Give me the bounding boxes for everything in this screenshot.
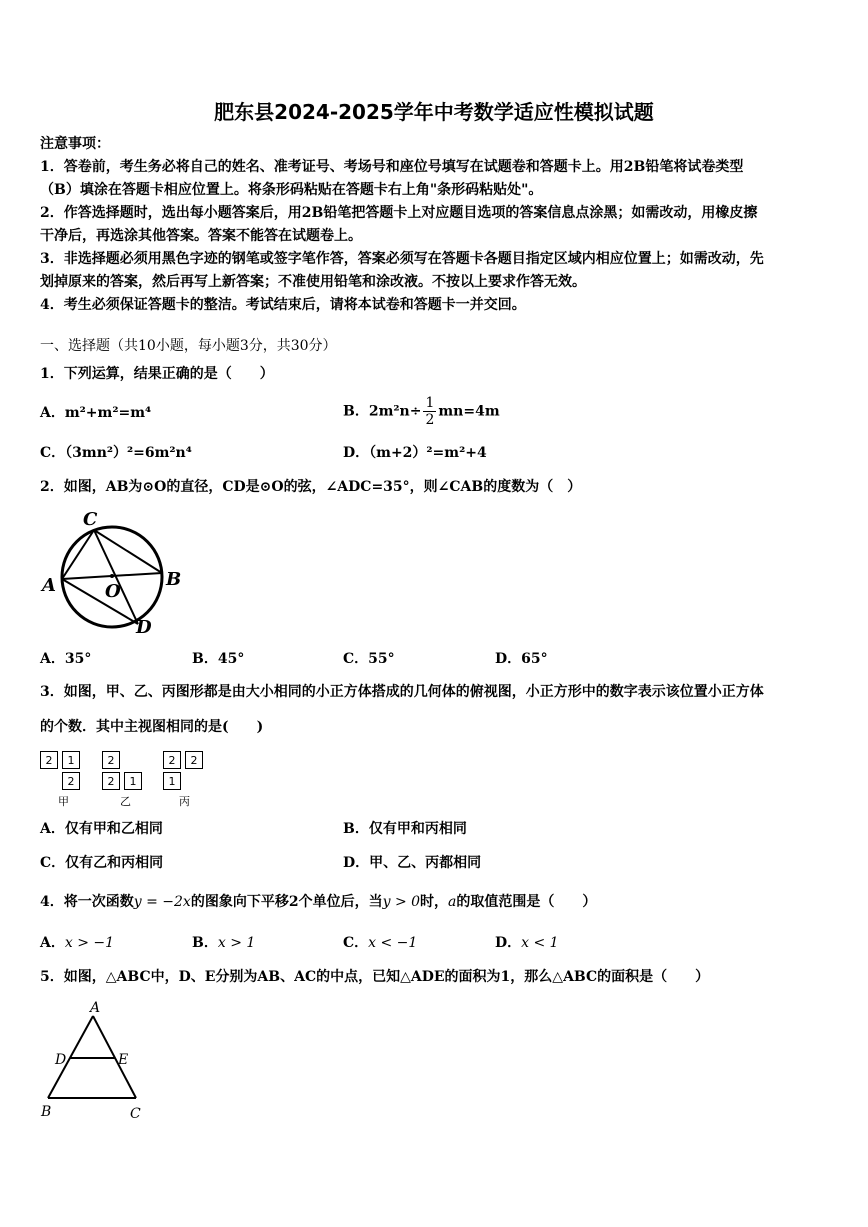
notes-block <box>40 133 830 317</box>
q1-option-a: A．m²+m²=m⁴ <box>40 405 152 421</box>
point-label-a: A <box>90 1000 101 1016</box>
point-label-c: C <box>130 1106 141 1122</box>
q2-option-b: B．45° <box>192 651 245 667</box>
triangle-diagram <box>38 998 148 1123</box>
q2-stem: 2．如图，AB为⊙O的直径，CD是⊙O的弦，∠ADC=35°，则∠CAB的度数为（ ） <box>40 479 582 495</box>
q4-condition: y > 0 <box>382 894 421 910</box>
point-label-b: B <box>166 569 182 590</box>
grid-cell: 2 <box>40 751 58 769</box>
q2-option-c: C．55° <box>343 651 395 667</box>
q1-option-b <box>343 395 500 428</box>
top-view-bing <box>163 751 209 811</box>
point-label-d: D <box>136 617 152 638</box>
q3-option-a: A．仅有甲和乙相同 <box>40 821 163 837</box>
q3-option-c: C．仅有乙和丙相同 <box>40 855 164 871</box>
notes-line: 干净后，再选涂其他答案。答案不能答在试题卷上。 <box>40 228 362 244</box>
notes-line: 划掉原来的答案，然后再写上新答案；不准使用铅笔和涂改液。不按以上要求作答无效。 <box>40 274 586 290</box>
grid-label: 乙 <box>120 795 131 808</box>
point-label-o: O <box>105 581 121 602</box>
fraction-numerator: 1 <box>425 395 435 411</box>
q4-option-b <box>192 934 255 952</box>
fraction-denominator: 2 <box>425 412 435 428</box>
grid-cell: 1 <box>124 772 142 790</box>
q2-option-d: D．65° <box>495 651 548 667</box>
q4-function: y = −2x <box>133 894 191 910</box>
q2-option-a: A．35° <box>40 651 92 667</box>
q1-option-d: D．（m+2）²=m²+4 <box>343 445 487 461</box>
q5-stem: 5．如图，△ABC中，D、E分别为AB、AC的中点，已知△ADE的面积为1，那么△ABC的面积是（ ） <box>40 969 710 985</box>
notes-heading: 注意事项： <box>40 136 110 152</box>
q1-option-b-post: mn=4m <box>438 403 500 420</box>
q1-option-c: C．（3mn²）²=6m²n⁴ <box>40 445 192 461</box>
q3-stem-line2: 的个数．其中主视图相同的是( ) <box>40 719 264 735</box>
grid-cell: 2 <box>102 772 120 790</box>
option-value: x < −1 <box>368 935 418 951</box>
option-label: A． <box>40 935 65 951</box>
option-label: B． <box>192 935 218 951</box>
q4-option-c <box>343 934 417 952</box>
notes-line: 3．非选择题必须用黑色字迹的钢笔或签字笔作答，答案必须写在答题卡各题目指定区域内相应位置上；如需改动，先 <box>40 251 764 267</box>
grid-cell: 2 <box>102 751 120 769</box>
grid-cell: 2 <box>62 772 80 790</box>
q4-stem-mid: 的图象向下平移2个单位后，当 <box>190 894 383 910</box>
option-value: x > −1 <box>64 935 115 951</box>
notes-line: （B）填涂在答题卡相应位置上。将条形码粘贴在答题卡右上角"条形码粘贴处"。 <box>40 182 543 198</box>
q4-stem-post: 的取值范围是（ ） <box>456 894 597 910</box>
option-label: C． <box>343 935 369 951</box>
grid-label: 甲 <box>58 795 69 808</box>
grid-cell: 2 <box>185 751 203 769</box>
top-view-yi <box>102 751 148 811</box>
option-label: D． <box>495 935 522 951</box>
q4-variable: a <box>448 894 457 910</box>
q1-fraction <box>423 395 436 428</box>
point-label-b: B <box>41 1104 52 1120</box>
grid-cell: 1 <box>62 751 80 769</box>
q4-stem-mid2: 时， <box>420 894 449 910</box>
point-label-c: C <box>83 509 98 530</box>
grid-cell: 2 <box>163 751 181 769</box>
notes-line: 4．考生必须保证答题卡的整洁。考试结束后，请将本试卷和答题卡一并交回。 <box>40 297 526 313</box>
q4-stem-pre: 4．将一次函数 <box>40 894 134 910</box>
notes-line: 2．作答选择题时，选出每小题答案后，用2B铅笔把答题卡上对应题目选项的答案信息点涂黑；如需改动，用橡皮擦 <box>40 205 758 221</box>
q1-option-b-pre: B．2m²n÷ <box>343 403 422 420</box>
notes-line: 1．答卷前，考生务必将自己的姓名、准考证号、考场号和座位号填写在试题卷和答题卡上。用2B铅笔将试卷类型 <box>40 159 744 175</box>
option-value: x < 1 <box>521 935 559 951</box>
grid-cell: 1 <box>163 772 181 790</box>
point-label-e: E <box>118 1052 129 1068</box>
q4-stem <box>40 893 596 911</box>
q3-option-b: B．仅有甲和丙相同 <box>343 821 467 837</box>
point-label-a: A <box>42 575 56 596</box>
page-title: 肥东县2024-2025学年中考数学适应性模拟试题 <box>214 100 654 124</box>
q3-option-d: D．甲、乙、丙都相同 <box>343 855 482 871</box>
q4-option-d <box>495 934 559 952</box>
q3-stem-line1: 3．如图，甲、乙、丙图形都是由大小相同的小正方体搭成的几何体的俯视图，小正方形中的数字表示该位置小正方体 <box>40 684 764 700</box>
top-view-jia <box>40 751 86 811</box>
option-value: x > 1 <box>217 935 256 951</box>
q1-stem: 1．下列运算，结果正确的是（ ） <box>40 366 274 382</box>
q4-option-a <box>40 934 114 952</box>
section-heading: 一、选择题（共10小题，每小题3分，共30分） <box>40 338 337 354</box>
circle-diagram <box>38 505 188 640</box>
grid-label: 丙 <box>179 795 190 808</box>
point-label-d: D <box>55 1052 67 1068</box>
